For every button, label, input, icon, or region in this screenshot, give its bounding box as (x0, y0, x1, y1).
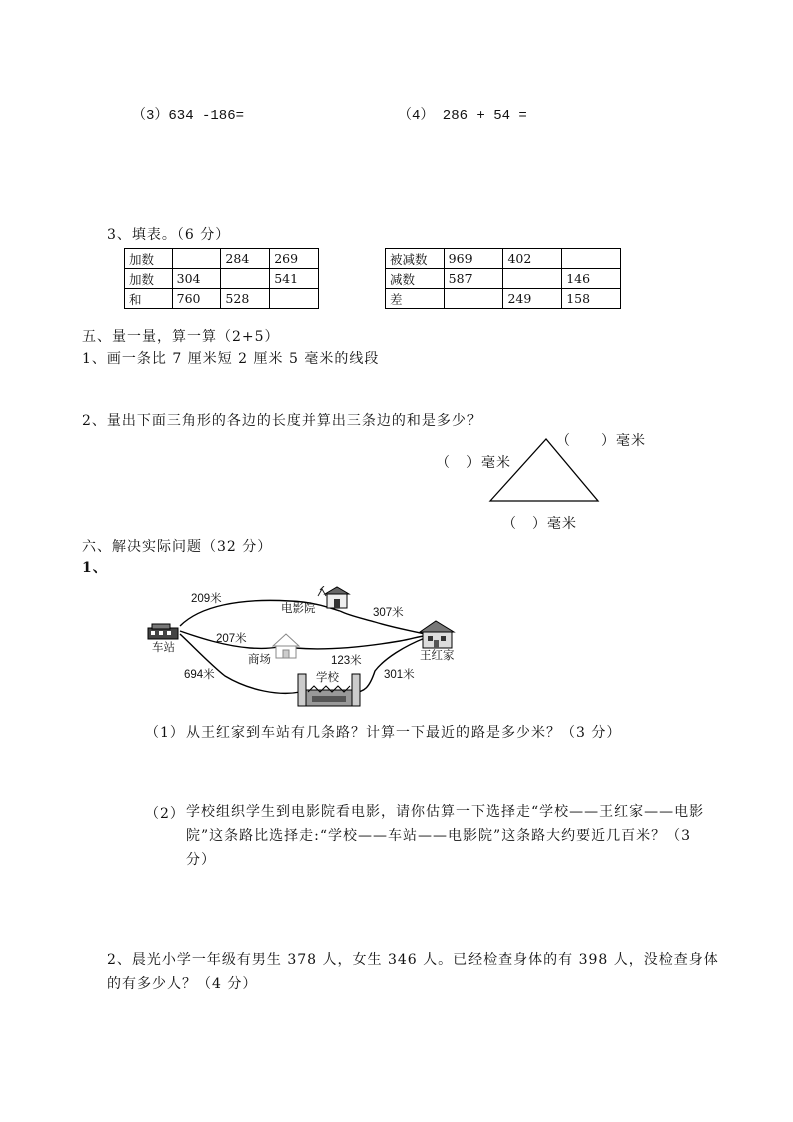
calc-item-3: （3）634 -186= (132, 108, 245, 124)
section6-question-2: 2、晨光小学一年级有男生 378 人，女生 346 人。已经检查身体的有 398 人，没检查身体的有多少人？（4 分） (107, 952, 719, 992)
table-cell: 760 (172, 289, 221, 309)
subquestion-2-text: 学校组织学生到电影院看电影，请你估算一下选择走“学校——王红家——电影院”这条路比选择走:“学校——车站——电影院”这条路大约要近几百米？（3 分） (186, 804, 705, 868)
table-cell: 969 (444, 249, 503, 269)
mall-icon (273, 634, 299, 658)
table-cell: 528 (221, 289, 270, 309)
house-icon (420, 621, 454, 648)
fill-table-heading: 3、填表。（6 分） (107, 227, 231, 243)
table-cell: 差 (386, 289, 445, 309)
table-cell: 减数 (386, 269, 445, 289)
table-cell: 587 (444, 269, 503, 289)
section6-heading: 六、解决实际问题（32 分） (82, 539, 273, 555)
table-row (125, 289, 319, 309)
table-row (386, 269, 621, 289)
table-cell: 304 (172, 269, 221, 289)
distance-cinema-home: 307米 (373, 607, 404, 619)
table-cell (503, 269, 562, 289)
map-label-wang-home: 王红家 (420, 650, 455, 662)
section5-question-1: 1、画一条比 7 厘米短 2 厘米 5 毫米的线段 (82, 351, 380, 367)
table-cell: 269 (270, 249, 319, 269)
cinema-icon (318, 586, 349, 608)
section6-question-1-number: 1、 (82, 560, 108, 576)
table-cell (270, 289, 319, 309)
section5-question-2: 2、量出下面三角形的各边的长度并算出三条边的和是多少？ (82, 413, 482, 429)
table-row (125, 269, 319, 289)
table-cell: 加数 (125, 269, 173, 289)
distance-mall-home: 123米 (331, 655, 362, 667)
table-row (386, 249, 621, 269)
map-label-station: 车站 (152, 642, 175, 654)
table-cell (221, 269, 270, 289)
table-row (125, 249, 319, 269)
distance-station-school: 694米 (184, 669, 215, 681)
subquestion-2-number: （2） (145, 806, 185, 822)
table-cell: 被减数 (386, 249, 445, 269)
subquestion-1-text: 从王红家到车站有几条路？计算一下最近的路是多少米？（3 分） (186, 725, 622, 741)
distance-school-home: 301米 (384, 669, 415, 681)
calc-item-4: （4） 286 + 54 = (398, 108, 527, 124)
table-cell: 284 (221, 249, 270, 269)
table-cell: 541 (270, 269, 319, 289)
map-label-mall: 商场 (248, 654, 271, 666)
table-cell: 加数 (125, 249, 173, 269)
section5-heading: 五、量一量，算一算（2+5） (82, 329, 280, 345)
triangle-label-bottom: （ ）毫米 (502, 516, 577, 532)
map-label-cinema: 电影院 (281, 603, 316, 615)
map-label-school: 学校 (316, 672, 339, 684)
table-cell: 146 (562, 269, 621, 289)
table-cell (562, 249, 621, 269)
table-cell: 和 (125, 289, 173, 309)
distance-station-mall: 207米 (216, 633, 247, 645)
triangle-label-left: （ ）毫米 (436, 455, 511, 471)
addition-table (124, 248, 319, 309)
subquestion-1-number: （1） (145, 725, 185, 741)
triangle-label-right: （ ）毫米 (556, 433, 646, 449)
table-cell: 402 (503, 249, 562, 269)
table-cell (444, 289, 503, 309)
table-row (386, 289, 621, 309)
station-icon (148, 624, 178, 639)
subtraction-table (385, 248, 621, 309)
table-cell (172, 249, 221, 269)
distance-station-cinema: 209米 (191, 593, 222, 605)
table-cell: 158 (562, 289, 621, 309)
table-cell: 249 (503, 289, 562, 309)
